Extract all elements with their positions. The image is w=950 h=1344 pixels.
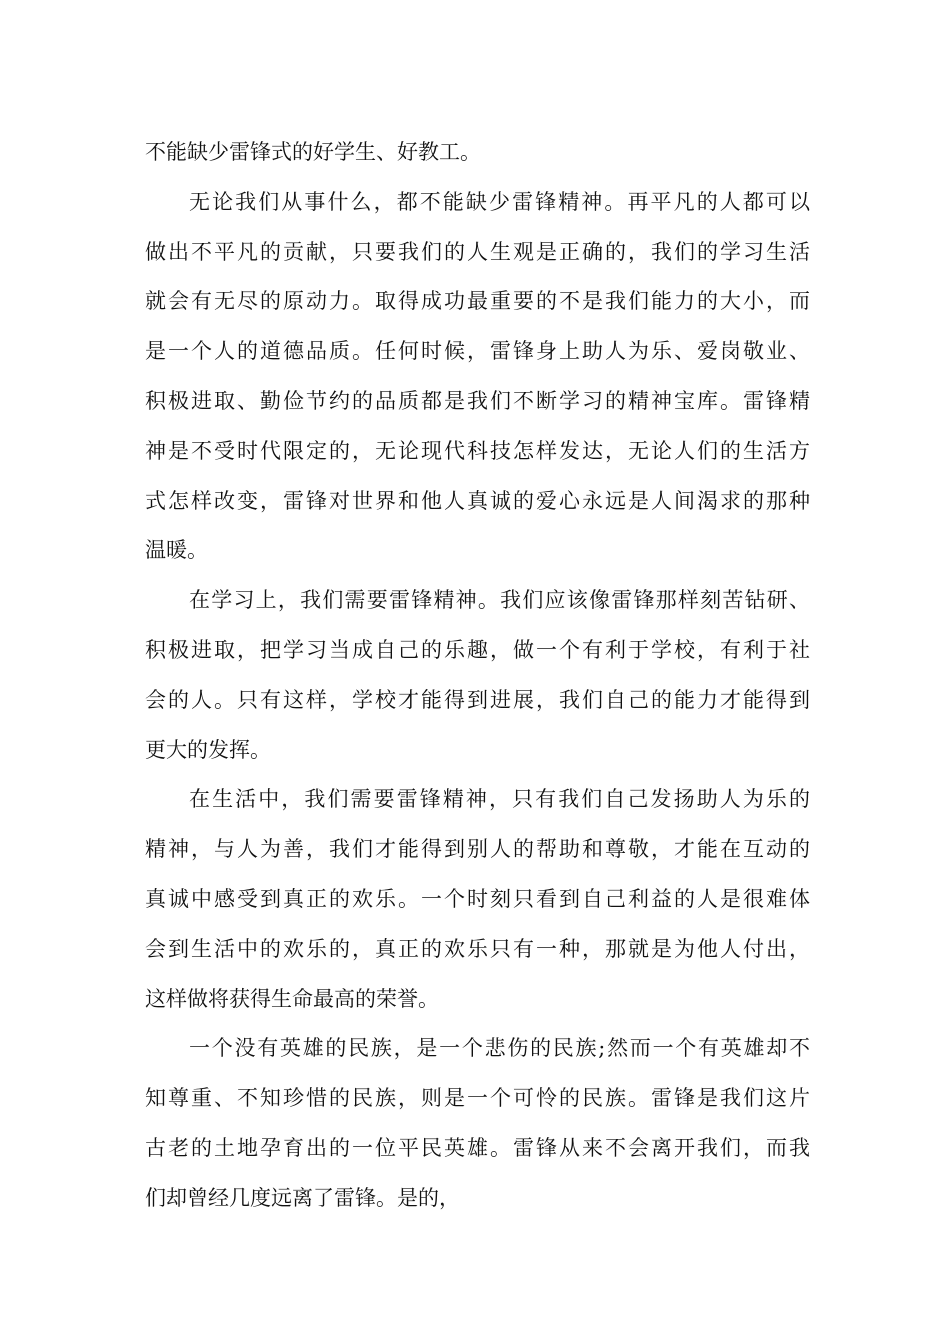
text-line: 更大的发挥。 [145, 737, 271, 762]
text-line: 就会有无尽的原动力。取得成功最重要的不是我们能力的大小，而 [145, 289, 810, 314]
text-line: 是一个人的道德品质。任何时候，雷锋身上助人为乐、爱岗敬业、 [145, 339, 810, 364]
paragraph-first-line: 在生活中，我们需要雷锋精神，只有我们自己发扬助人为乐的 [189, 787, 810, 812]
text-line: 积极进取，把学习当成自己的乐趣，做一个有利于学校，有利于社 [145, 637, 810, 662]
text-line: 们却曾经几度远离了雷锋。是的， [145, 1185, 460, 1210]
text-line: 精神，与人为善，我们才能得到别人的帮助和尊敬，才能在互动的 [145, 837, 810, 862]
text-line: 会到生活中的欢乐的，真正的欢乐只有一种，那就是为他人付出， [145, 936, 810, 961]
text-line: 这样做将获得生命最高的荣誉。 [145, 986, 439, 1011]
paragraph-first-line: 一个没有英雄的民族，是一个悲伤的民族;然而一个有英雄却不 [189, 1036, 810, 1061]
paragraph-first-line: 无论我们从事什么，都不能缺少雷锋精神。再平凡的人都可以 [189, 189, 810, 214]
text-line: 做出不平凡的贡献，只要我们的人生观是正确的，我们的学习生活 [145, 239, 810, 264]
text-line: 积极进取、勤俭节约的品质都是我们不断学习的精神宝库。雷锋精 [145, 388, 810, 413]
text-line: 不能缺少雷锋式的好学生、好教工。 [145, 140, 481, 164]
text-line: 知尊重、不知珍惜的民族，则是一个可怜的民族。雷锋是我们这片 [145, 1086, 810, 1111]
text-line: 古老的土地孕育出的一位平民英雄。雷锋从来不会离开我们，而我 [145, 1135, 810, 1160]
text-line: 温暖。 [145, 538, 208, 563]
text-line: 式怎样改变，雷锋对世界和他人真诚的爱心永远是人间渴求的那种 [145, 488, 810, 513]
text-line: 真诚中感受到真正的欢乐。一个时刻只看到自己利益的人是很难体 [145, 886, 810, 911]
text-line: 神是不受时代限定的，无论现代科技怎样发达，无论人们的生活方 [145, 438, 810, 463]
paragraph-first-line: 在学习上，我们需要雷锋精神。我们应该像雷锋那样刻苦钻研、 [189, 588, 810, 613]
text-line: 会的人。只有这样，学校才能得到进展，我们自己的能力才能得到 [145, 687, 810, 712]
body-text [145, 128, 810, 1224]
